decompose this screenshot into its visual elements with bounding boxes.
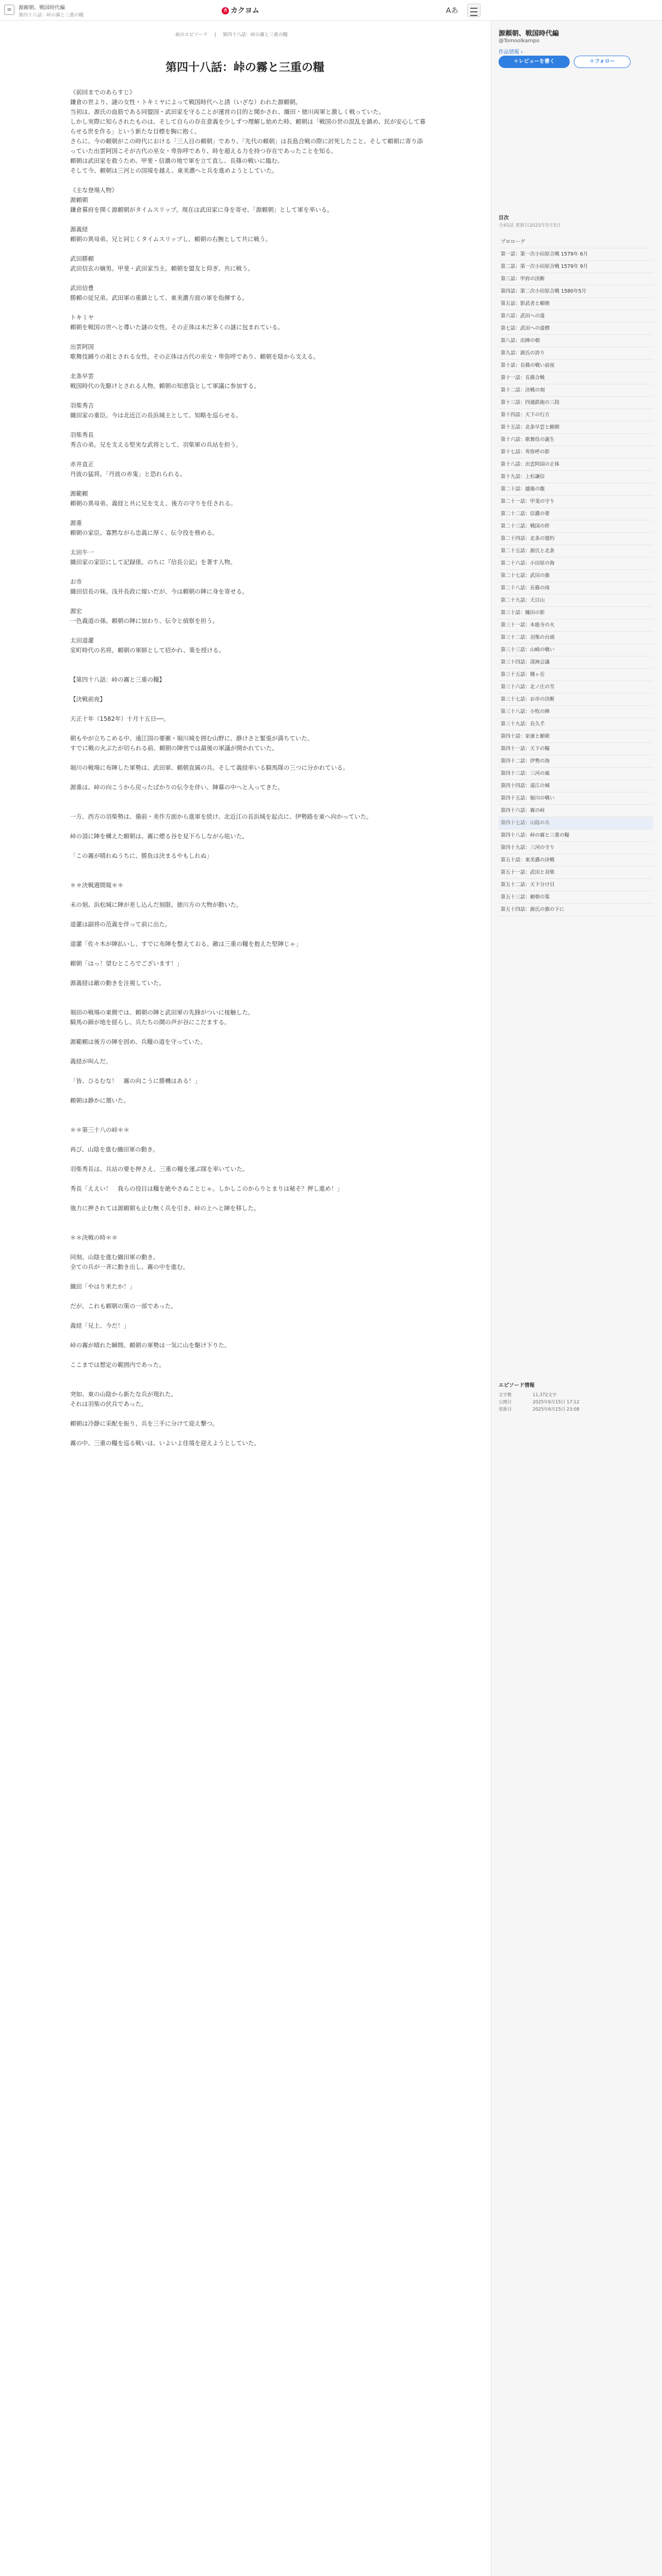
- episode-paragraph: [70, 1409, 426, 1419]
- episode-paragraph: ＊＊第三十八の峠＊＊: [70, 1126, 129, 1133]
- episode-paragraph: [70, 665, 426, 675]
- episode-paragraph: [70, 910, 426, 920]
- toc-item[interactable]: 第五十話：東美濃の決戦: [499, 854, 653, 867]
- follow-button[interactable]: ＋フォロー: [574, 56, 631, 68]
- episode-paragraph: 【第四十八話：峠の霧と三重の糧】: [70, 676, 165, 683]
- toc-item[interactable]: 第五十三話：頼朝の策: [499, 891, 653, 904]
- episode-paragraph: [70, 1194, 426, 1204]
- toc-item[interactable]: 第四十六話：霧の峠: [499, 805, 653, 817]
- episode-paragraph: [70, 244, 426, 254]
- header-work-title[interactable]: 源頼朝、戦国時代編: [19, 5, 65, 11]
- episode-paragraph: 赤井直正: [70, 461, 94, 468]
- episode-paragraph: 峠の頂に陣を構えた頼朝は、霧に煙る谷を見下ろしながら呟いた。: [70, 833, 248, 840]
- episode-paragraph: [70, 871, 426, 880]
- episode-paragraph: [70, 538, 426, 548]
- toc-item[interactable]: 第十九話：上杉謙信: [499, 471, 653, 483]
- episode-paragraph: [70, 1135, 426, 1145]
- episode-paragraph: [70, 420, 426, 430]
- toc-heading: 目次: [499, 215, 509, 221]
- toc-item[interactable]: 第十一話：長篠合戦: [499, 372, 653, 384]
- episode-paragraph: [70, 685, 426, 694]
- episode-paragraph: 源範頼: [70, 490, 88, 497]
- episode-paragraph: 武田信玄の嫡男。甲斐・武田家当主。頼朝を盟友と仰ぎ、共に戦う。: [70, 265, 254, 272]
- episode-paragraph: [70, 1213, 426, 1223]
- episode-paragraph: [70, 1106, 426, 1115]
- breadcrumb-current: 第四十八話：峠の霧と三重の糧: [222, 32, 288, 38]
- logo-icon: カ: [222, 7, 229, 14]
- episode-paragraph: 頼朝は冷静に采配を振り、兵を三手に分けて迎え撃つ。: [70, 1420, 219, 1427]
- episode-paragraph: [70, 1174, 426, 1184]
- episode-paragraph: 一方、西方の羽柴勢は、備前・美作方面から進軍を続け、北近江の長浜城を起点に、伊勢路を東へ向かっていた。: [70, 813, 373, 820]
- info-value: 2025年6月15日 23:08: [533, 1407, 580, 1412]
- episode-paragraph: [70, 724, 426, 734]
- episode-paragraph: 峠の霧が晴れた瞬間、頼朝の軍勢は一気に山を駆け下りた。: [70, 1342, 230, 1349]
- episode-paragraph: 秀長「ええい！ 我らの役目は糧を絶やさぬことじゃ。しかしこのからりとまりは秘そ？押し進め！」: [70, 1185, 343, 1192]
- toc-item[interactable]: 第十話：長篠の戦い前夜: [499, 360, 653, 372]
- episode-paragraph: 戦国時代の先駆けとされる人物。頼朝の知恵袋として軍議に参加する。: [70, 382, 260, 389]
- toc-item[interactable]: 第二十三話：戦国の絆: [499, 520, 653, 533]
- episode-paragraph: [70, 1223, 426, 1233]
- toc-meta: 全45話 更新日2025年5月5日: [499, 223, 561, 228]
- toc-item[interactable]: 第三十一話：本能寺の火: [499, 619, 653, 632]
- episode-paragraph: それは羽柴の伏兵であった。: [70, 1400, 147, 1408]
- episode-paragraph: 源重: [70, 519, 82, 527]
- episode-paragraph: 突如、東の山陰から新たな兵が現れた。: [70, 1391, 177, 1398]
- toc-item[interactable]: 第二十一話：甲斐の守り: [499, 496, 653, 508]
- episode-paragraph: 武田勝頼: [70, 255, 94, 262]
- toc-item[interactable]: 第二十八話：長篠の雨: [499, 582, 653, 595]
- toc-item[interactable]: 第二十四話：北条の盟約: [499, 533, 653, 545]
- toc-item[interactable]: 第四十七話：山陰の兵: [499, 817, 653, 829]
- episode-paragraph: 当初は、源氏の血筋である同盟国・武田家を守ることが運営の目的と聞かされ、織田・徳川両軍と激しく戦っていた。: [70, 108, 385, 115]
- episode-paragraph: [70, 861, 426, 871]
- episode-paragraph: 北条早雲: [70, 372, 94, 380]
- episode-paragraph: 織田信長の妹。浅井長政に嫁いだが、今は頼朝の陣に身を寄せる。: [70, 588, 248, 595]
- toc-item[interactable]: 第四十八話：峠の霧と三重の糧: [499, 829, 653, 842]
- site-logo[interactable]: [222, 5, 259, 15]
- episode-paragraph: だが、これも頼朝の策の一部であった。: [70, 1302, 177, 1310]
- episode-paragraph: [70, 753, 426, 763]
- episode-paragraph: 頼朝の異母弟。兄と同じくタイムスリップし、頼朝の右腕として共に戦う。: [70, 235, 272, 243]
- episode-paragraph: 頼朝の異母弟。義経と共に兄を支え、後方の守りを任される。: [70, 500, 237, 507]
- episode-paragraph: [70, 1272, 426, 1282]
- episode-paragraph: 義経「兄上、今だ！」: [70, 1322, 129, 1329]
- toc-item[interactable]: 第三十話：織田の影: [499, 607, 653, 619]
- episode-paragraph: [70, 479, 426, 489]
- toc-item[interactable]: 第三十二話：羽柴の台頭: [499, 632, 653, 644]
- toc-item[interactable]: 第四話：第二次小田原合戦 1580年5月: [499, 285, 653, 298]
- episode-paragraph: [70, 1350, 426, 1360]
- episode-paragraph: [70, 929, 426, 939]
- episode-paragraph: 「皆、ひるむな！ 霧の向こうに勝機はある！」: [70, 1077, 201, 1084]
- episode-paragraph: 頼朝の家臣。寡黙ながら忠義に厚く、伝令役を務める。: [70, 529, 219, 536]
- episode-paragraph: 再び、山陰を進む織田軍の動き。: [70, 1146, 159, 1153]
- breadcrumb: [175, 31, 288, 38]
- episode-paragraph: [70, 1027, 426, 1037]
- toc-item[interactable]: 第一話：第一次小田原合戦 1579年 6月: [499, 248, 653, 261]
- episode-paragraph: すでに戦の火ぶたが切られる前、頼朝の陣営では最後の軍議が開かれていた。: [70, 744, 278, 752]
- toc-item[interactable]: 第四十四話：遠江の城: [499, 780, 653, 792]
- episode-paragraph: 秀吉の弟。兄を支える堅実な武将として、羽柴軍の兵站を担う。: [70, 441, 242, 448]
- episode-paragraph: ＊＊決戦の時＊＊: [70, 1234, 118, 1241]
- episode-paragraph: [70, 391, 426, 401]
- episode-paragraph: [70, 802, 426, 812]
- episode-paragraph: 源重は、峠の向こうから戻ったばかりの伝令を伴い、陣幕の中へと入ってきた。: [70, 784, 284, 791]
- toc-item[interactable]: 第四十二話：伊勢の海: [499, 755, 653, 768]
- episode-paragraph: 《主な登場人物》: [70, 187, 118, 194]
- episode-info-heading: エピソード情報: [499, 1383, 535, 1388]
- info-key: 更新日: [499, 1407, 512, 1412]
- episode-body: [70, 88, 426, 1448]
- episode-paragraph: お市: [70, 578, 82, 585]
- breadcrumb-separator: |: [214, 32, 216, 38]
- episode-paragraph: [70, 362, 426, 371]
- episode-paragraph: [70, 1155, 426, 1164]
- episode-paragraph: 羽柴秀長は、兵站の要を押さえ、三重の糧を運ぶ隊を率いていた。: [70, 1165, 249, 1173]
- reading-pane: [0, 21, 490, 2576]
- episode-paragraph: 織田「やはり来たか！」: [70, 1283, 136, 1290]
- work-info-link[interactable]: 作品情報 ›: [499, 49, 523, 55]
- toc-item[interactable]: 第十五話：北条早雲と頼朝: [499, 421, 653, 434]
- info-row: [499, 1399, 653, 1406]
- episode-paragraph: 武田信豊: [70, 284, 94, 292]
- toc-item[interactable]: 第四十九話：三河の守り: [499, 842, 653, 854]
- episode-paragraph: 源義経: [70, 226, 88, 233]
- prev-episode-link[interactable]: 前のエピソード: [175, 32, 208, 38]
- episode-paragraph: 朝もやが立ちこめる中、遠江国の要衝・堀川城を囲む山野に、静けさと緊張が満ちていた。: [70, 735, 313, 742]
- episode-paragraph: [70, 1047, 426, 1057]
- episode-paragraph: [70, 176, 426, 185]
- text-size-icon[interactable]: Aあ: [446, 7, 458, 15]
- episode-paragraph: [70, 949, 426, 959]
- episode-paragraph: 「この霧が晴れぬうちに、勝負は決まるやもしれぬ」: [70, 852, 212, 859]
- info-value: 11,372文字: [533, 1393, 557, 1398]
- toc-item[interactable]: 第三十七話：お市の決断: [499, 693, 653, 706]
- episode-paragraph: [70, 1429, 426, 1438]
- toc-item[interactable]: 第九話：源氏の誇り: [499, 347, 653, 360]
- toc-item[interactable]: 第五話：影武者と頼朝: [499, 298, 653, 310]
- episode-paragraph: 義経が叫んだ。: [70, 1058, 112, 1065]
- episode-paragraph: [70, 1086, 426, 1096]
- toc-item[interactable]: 第四十五話：堀川の戦い: [499, 792, 653, 805]
- toc-item[interactable]: 第二十二話：信濃の要: [499, 508, 653, 520]
- toc-item[interactable]: 第三十九話：長久手: [499, 718, 653, 731]
- toc-item[interactable]: 第二十七話：武田の旗: [499, 570, 653, 582]
- episode-paragraph: 騎馬の蹄が地を揺らし、兵たちの鬨の声が谷にこだまする。: [70, 1019, 230, 1026]
- sidebar-work-title[interactable]: 源頼朝、戦国時代編: [499, 30, 559, 38]
- toc-item[interactable]: 第五十四話：源氏の旗の下に: [499, 904, 653, 916]
- episode-paragraph: 頼朝を戦国の世へと導いた謎の女性。その正体は未だ多くの謎に包まれている。: [70, 324, 284, 331]
- toc-item[interactable]: 第四十一話：天下の糧: [499, 743, 653, 755]
- episode-paragraph: 太田牛一: [70, 549, 94, 556]
- toc-item[interactable]: 第三話：甲府の決断: [499, 273, 653, 285]
- episode-paragraph: [70, 1380, 426, 1389]
- write-review-button[interactable]: ＋レビューを書く: [499, 56, 570, 68]
- episode-paragraph: 頼朝は武田家を救うため、甲斐・信濃の地で軍を立て直し、長篠の戦いに臨む。: [70, 157, 284, 164]
- toc-item[interactable]: 第十二話：決戦の刻: [499, 384, 653, 397]
- episode-paragraph: [70, 1115, 426, 1125]
- info-value: 2025年6月15日 17:12: [533, 1400, 580, 1405]
- author-name[interactable]: @Tomoolkampo: [499, 38, 540, 44]
- episode-paragraph: 霧の中、三重の糧を巡る戦いは、いよいよ佳境を迎えようとしていた。: [70, 1439, 260, 1447]
- episode-paragraph: [70, 792, 426, 802]
- episode-paragraph: [70, 822, 426, 832]
- episode-paragraph: 堀川の戦場に布陣した軍勢は、武田軍、頼朝直属の兵、そして義経率いる騎馬隊の三つに分かれている。: [70, 764, 349, 771]
- episode-paragraph: [70, 332, 426, 342]
- episode-paragraph: [70, 773, 426, 783]
- episode-paragraph: [70, 890, 426, 900]
- info-row: [499, 1406, 653, 1413]
- episode-paragraph: そして今、頼朝は三河との国境を越え、東美濃へと兵を進めようとしていた。: [70, 167, 278, 174]
- episode-paragraph: [70, 567, 426, 577]
- episode-paragraph: [70, 655, 426, 665]
- episode-paragraph: 未の刻、浜松城に陣が差し込んだ刻限。徳川方の大物が動いた。: [70, 901, 242, 908]
- episode-title: 第四十八話：峠の霧と三重の糧: [165, 61, 324, 74]
- top-bar: [0, 0, 662, 21]
- toc-item[interactable]: 第十六話：歌舞伎の誕生: [499, 434, 653, 446]
- episode-paragraph: 織田家の家臣にして記録係。のちに『信長公記』を著す人物。: [70, 558, 236, 566]
- toc-item[interactable]: 第三十四話：清洲会議: [499, 656, 653, 669]
- episode-paragraph: 源宏: [70, 607, 82, 615]
- episode-paragraph: [70, 969, 426, 978]
- info-row: [499, 1392, 653, 1399]
- episode-paragraph: 一色義道の孫。頼朝の陣に加わり、伝令と偵察を担う。: [70, 617, 219, 624]
- toc-item[interactable]: 第十三話：四通鉄砲の三段: [499, 397, 653, 409]
- episode-paragraph: [70, 626, 426, 636]
- episode-paragraph: 【決戦前夜】: [70, 696, 106, 703]
- episode-paragraph: 同刻、山陰を進む織田軍の動き。: [70, 1253, 159, 1261]
- toc-item[interactable]: 第二十五話：源氏と北条: [499, 545, 653, 557]
- table-of-contents: [499, 236, 653, 916]
- episode-paragraph: ＊＊決戦週間報＊＊: [70, 882, 124, 889]
- toc-item[interactable]: 第二話：第一次小田原合戦 1579年 9月: [499, 261, 653, 273]
- episode-paragraph: [70, 215, 426, 225]
- episode-paragraph: [70, 509, 426, 518]
- logo-text: カクヨム: [230, 7, 259, 15]
- toc-item[interactable]: 第三十三話：山崎の戦い: [499, 644, 653, 656]
- menu-icon[interactable]: [467, 4, 481, 17]
- episode-paragraph: 源頼朝: [70, 196, 88, 204]
- episode-paragraph: [70, 704, 426, 714]
- toc-item[interactable]: 第二十話：越後の龍: [499, 483, 653, 496]
- toc-item[interactable]: 第三十八話：小牧の陣: [499, 706, 653, 718]
- episode-paragraph: 羽柴秀長: [70, 431, 94, 438]
- episode-paragraph: 羽柴秀吉: [70, 402, 94, 409]
- info-key: 公開日: [499, 1400, 512, 1405]
- episode-paragraph: [70, 1292, 426, 1301]
- episode-paragraph: ここまでは想定の範囲内であった。: [70, 1361, 165, 1368]
- episode-paragraph: 《前回までのあらすじ》: [70, 89, 136, 96]
- episode-paragraph: 道灌「佐々木が陣払いし、すでに布陣を整えておる。敵は三重の糧を抱えた堅陣じゃ」: [70, 940, 302, 947]
- episode-paragraph: [70, 450, 426, 460]
- episode-paragraph: 太田道灌: [70, 637, 94, 644]
- episode-paragraph: [70, 1370, 426, 1380]
- episode-paragraph: 道灌は副将の范義を伴って前に出た。: [70, 921, 171, 928]
- episode-paragraph: 天正十年（1582年）十月十五日──。: [70, 715, 170, 722]
- episode-paragraph: 全ての兵が一斉に動き出し、霧の中を進む。: [70, 1263, 189, 1270]
- episode-paragraph: 鎌倉幕府を開く源頼朝がタイムスリップ。現在は武田家に身を寄せ、「源頼朝」として軍を率いる。: [70, 206, 333, 213]
- episode-paragraph: 源義経は敵の動きを注視していた。: [70, 979, 165, 987]
- toc-item[interactable]: 第十七話：卑弥呼の影: [499, 446, 653, 459]
- episode-paragraph: [70, 988, 426, 998]
- toc-item[interactable]: 第三十五話：賤ヶ岳: [499, 669, 653, 681]
- toc-item[interactable]: 第三十六話：北ノ庄の雪: [499, 681, 653, 693]
- episode-paragraph: 勝頼の従兄弟。武田軍の重鎮として、東美濃方面の軍を指揮する。: [70, 294, 248, 301]
- episode-paragraph: 頼朝「はっ！望むところでございます！」: [70, 960, 183, 967]
- toc-item[interactable]: 第五十一話：武田と羽柴: [499, 867, 653, 879]
- episode-paragraph: [70, 841, 426, 851]
- toc-item[interactable]: 第十八話：出雲阿国の正体: [499, 459, 653, 471]
- toc-item[interactable]: 第八話：出陣の朝: [499, 335, 653, 347]
- episode-paragraph: 源範頼は後方の陣を固め、兵糧の道を守っていた。: [70, 1038, 207, 1045]
- episode-paragraph: 歌舞伎踊りの祖とされる女性。その正体は古代の巫女・卑弥呼であり、頼朝を陰から支える。: [70, 353, 319, 360]
- toc-item[interactable]: 第二十六話：小田原の海: [499, 557, 653, 570]
- toc-item[interactable]: 第六話：武田への道: [499, 310, 653, 323]
- toc-item[interactable]: 第四十話：家康と頼朝: [499, 731, 653, 743]
- episode-paragraph: [70, 303, 426, 313]
- episode-paragraph: しかし実際に知らされたものは、そして自らの存在意義を少しずつ理解し始めた時、頼朝は「戦国の世の混乱を鎮め、民が安心して暮らせる世を作る」という新たな目標を胸に抱く。: [70, 118, 426, 135]
- episode-paragraph: [70, 1331, 426, 1341]
- toc-item[interactable]: プロローグ: [499, 236, 653, 248]
- episode-paragraph: 室町時代の名将。頼朝の軍師として招かれ、策を授ける。: [70, 647, 225, 654]
- toc-item[interactable]: 第五十二話：天下分け目: [499, 879, 653, 891]
- episode-paragraph: [70, 1311, 426, 1321]
- site-icon[interactable]: ≡: [4, 5, 14, 15]
- info-key: 文字数: [499, 1393, 512, 1398]
- episode-paragraph: [70, 597, 426, 606]
- episode-paragraph: 鎌倉の世より、謎の女性・トキミヤによって戦国時代へと誘（いざな）われた源頼朝。: [70, 98, 302, 106]
- episode-paragraph: 出雲阿国: [70, 343, 94, 350]
- episode-paragraph: トキミヤ: [70, 314, 94, 321]
- episode-paragraph: さらに、今の頼朝がこの時代における「三人目の頼朝」であり、「先代の頼朝」は長島合戦の際に討死したこと、そして頼朝に寄り添っていた出雲阿国こそが古代の巫女・卑弥呼であり、時を超える力を持つ存在であったことを知る。: [70, 138, 423, 155]
- episode-paragraph: [70, 998, 426, 1008]
- episode-paragraph: 丹波の猛将。「丹波の赤鬼」と恐れられる。: [70, 470, 186, 478]
- toc-item[interactable]: 第二十九話：天目山: [499, 595, 653, 607]
- episode-paragraph: [70, 274, 426, 283]
- episode-paragraph: 堀田の戦場の東側では、頼朝の陣と武田軍の先鋒がついに接触した。: [70, 1009, 254, 1016]
- episode-paragraph: [70, 1066, 426, 1076]
- episode-paragraph: 強力に押されては源頼朝も止む無く兵を引き、峠の上へと陣を移した。: [70, 1205, 260, 1212]
- toc-item[interactable]: 第十四話：天下の行方: [499, 409, 653, 421]
- toc-item[interactable]: 第四十三話：三河の風: [499, 768, 653, 780]
- toc-item[interactable]: 第七話：武田への道標: [499, 323, 653, 335]
- episode-info: [499, 1381, 653, 1413]
- episode-paragraph: [70, 1243, 426, 1252]
- sidebar: [491, 21, 662, 2576]
- episode-paragraph: 織田家の重臣。今は北近江の長浜城主として、知略を巡らせる。: [70, 412, 242, 419]
- header-episode-title: 第四十八話：峠の霧と三重の糧: [19, 13, 84, 18]
- episode-paragraph: 頼朝は静かに頷いた。: [70, 1097, 129, 1104]
